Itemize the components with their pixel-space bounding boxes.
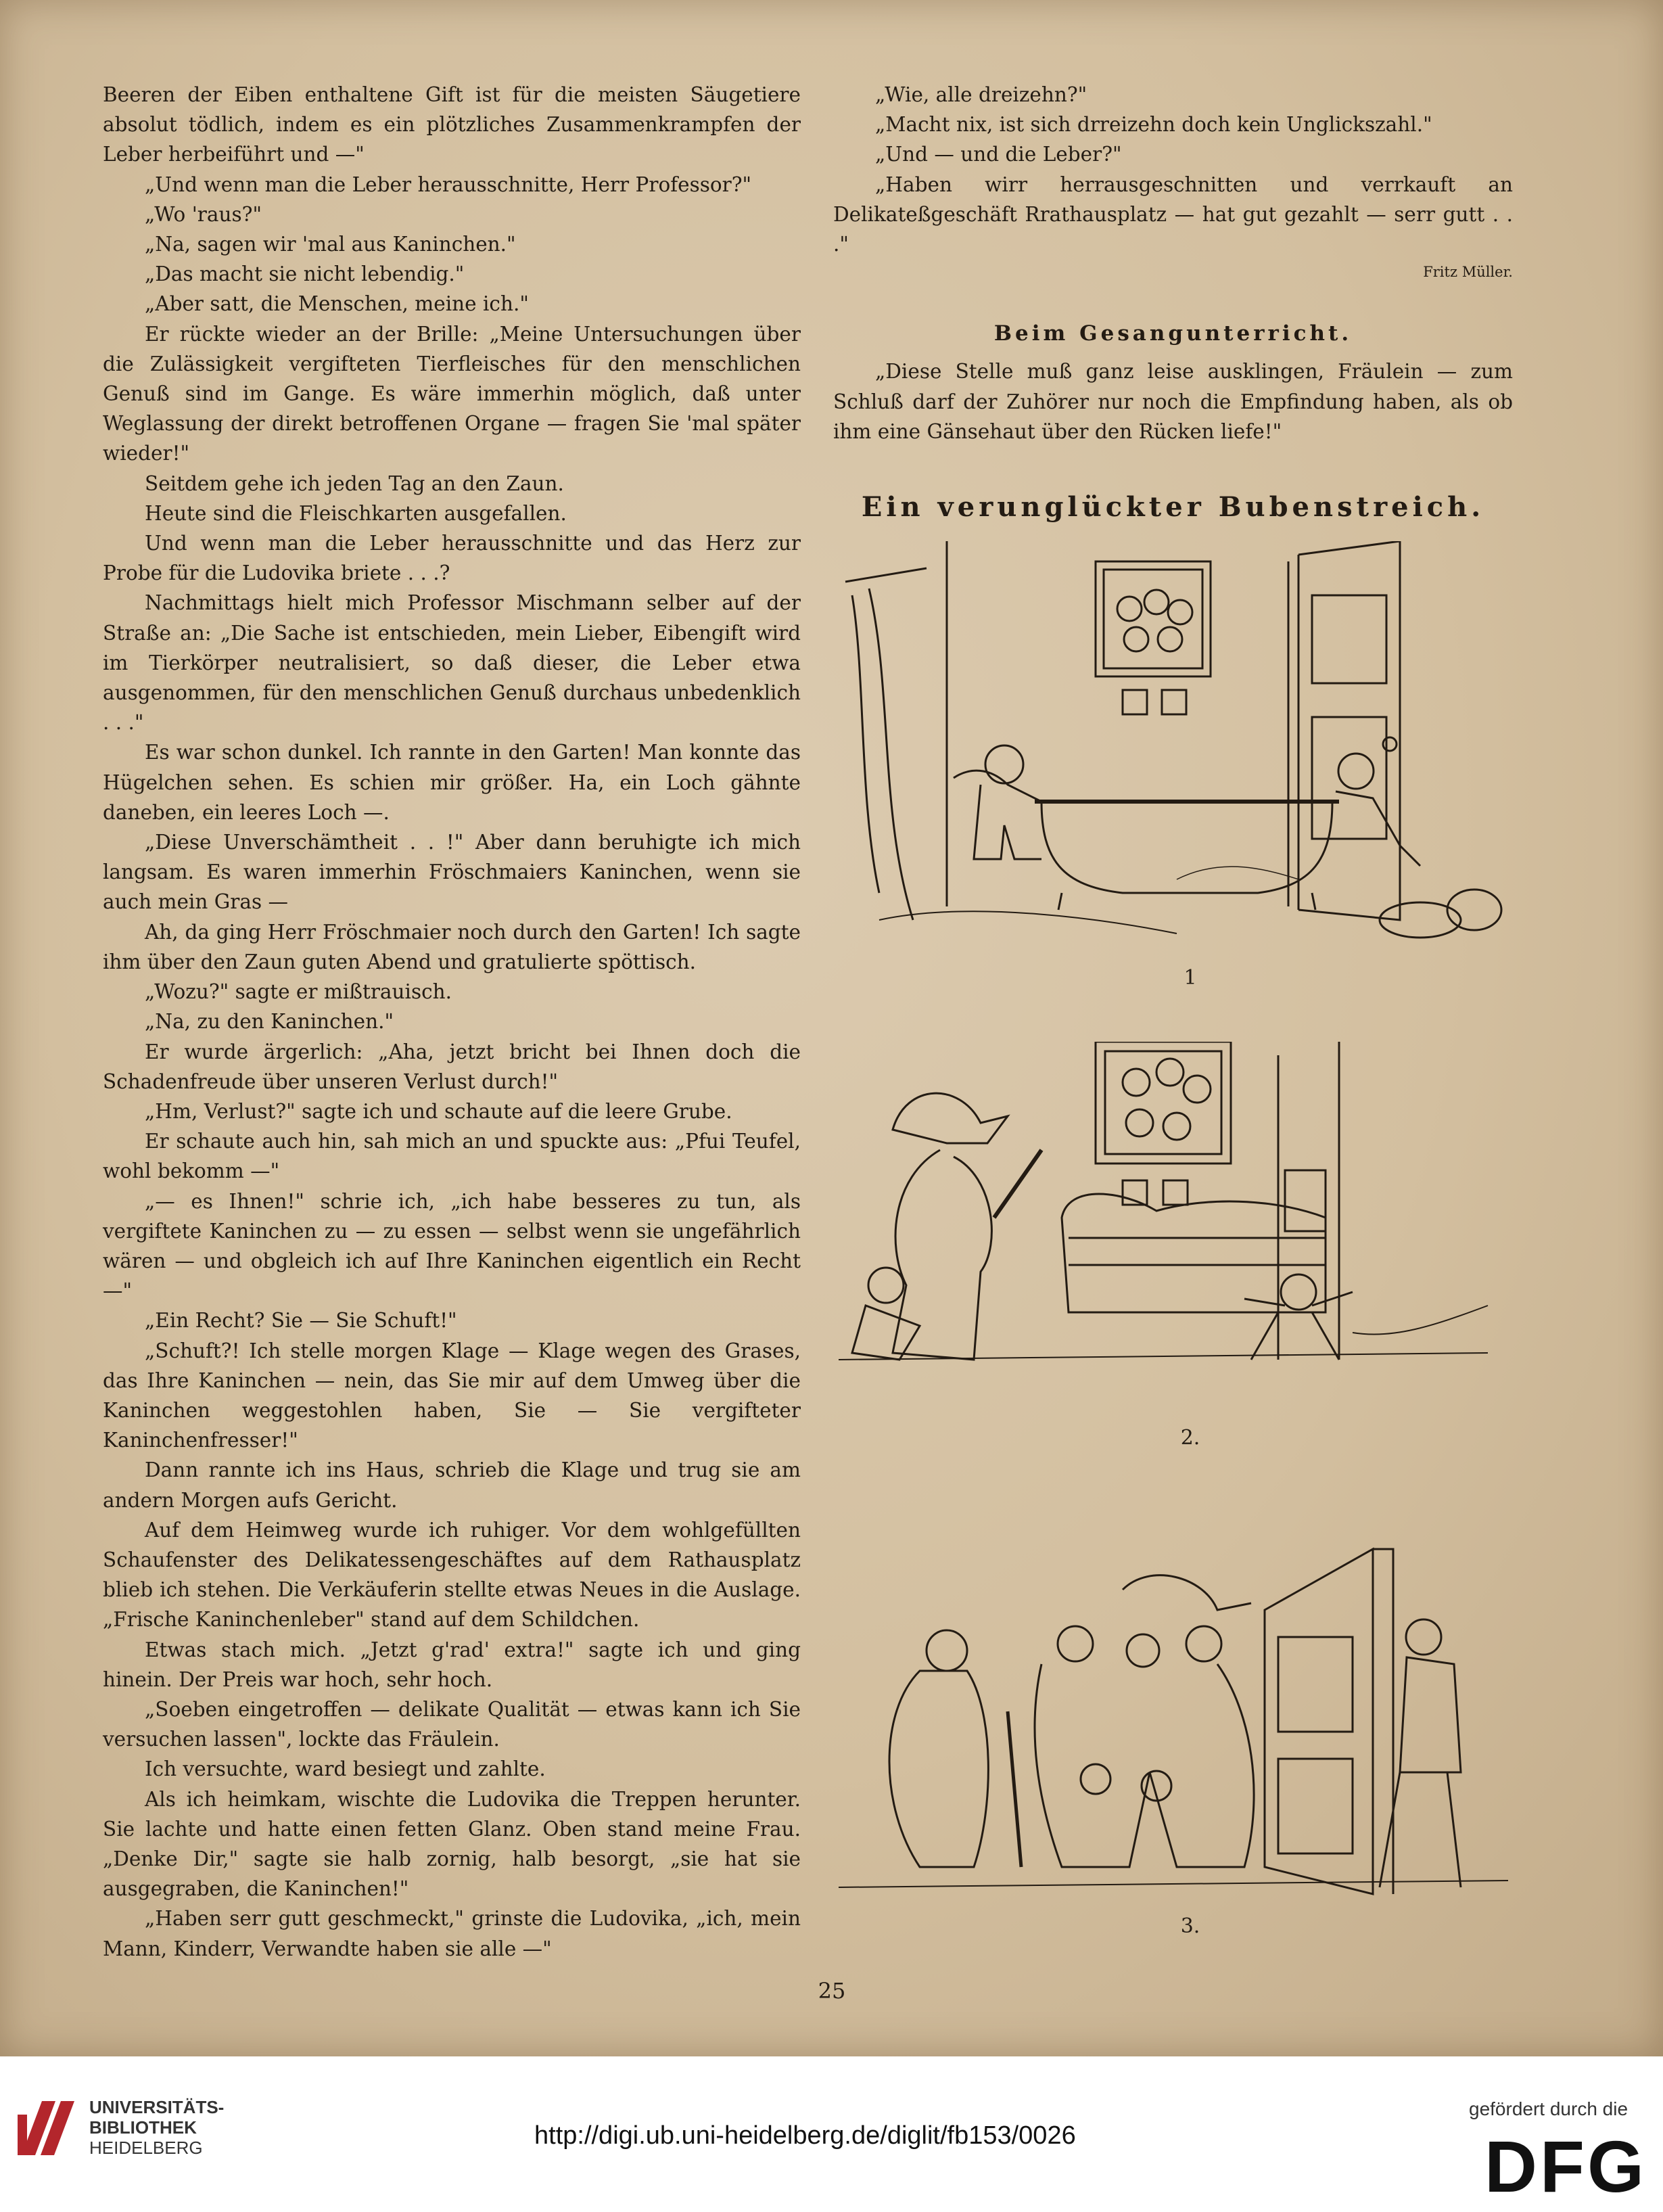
- story-paragraph: Ich versuchte, ward besiegt und zahlte.: [145, 1757, 546, 1781]
- library-line-2: BIBLIOTHEK: [89, 2117, 197, 2138]
- story-paragraph: „Hm, Verlust?" sagte ich und schaute auf die leere Grube.: [145, 1099, 732, 1123]
- story-paragraph: Nachmittags hielt mich Professor Mischmann selber auf der Straße an: „Die Sache ist entschieden, mein Lieber, Eibengift wird im Tierkörper neutralisiert, so daß dieser, die Leber etwa ausgenommen, für den menschlichen Genuß durchaus unbedenklich . . .": [103, 591, 801, 735]
- story-paragraph: Auf dem Heimweg wurde ich ruhiger. Vor dem wohlgefüllten Schaufenster des Delikatessengeschäftes auf dem Rathausplatz blieb ich stehen. Die Verkäuferin stellte etwas Neues in die Auslage. „Frische Kaninchenleber" stand auf dem Schildchen.: [103, 1518, 801, 1632]
- comic-panel-2: [839, 1042, 1508, 1421]
- section-text: „Diese Stelle muß ganz leise ausklingen, Fräulein — zum Schluß darf der Zuhörer nur noch die Empfindung haben, als ob ihm eine Gänsehaut über den Rücken liefe!": [833, 360, 1513, 443]
- story-paragraph: Er rückte wieder an der Brille: „Meine Untersuchungen über die Zulässigkeit vergifteten Tierfleisches für den menschlichen Genuß sind im Gange. Es wäre immerhin möglich, daß unter Weglassung der direkt betroffenen Organe — fragen Sie 'mal später wieder!": [103, 322, 801, 465]
- section-heading: Beim Gesangunterricht.: [993, 321, 1353, 346]
- library-line-3: HEIDELBERG: [89, 2138, 203, 2158]
- author-signature: Fritz Müller.: [1423, 264, 1513, 281]
- comic-panel-3: [839, 1488, 1508, 1901]
- story-paragraph: „— es Ihnen!" schrie ich, „ich habe besseres zu tun, als vergiftete Kaninchen zu — zu essen — selbst wenn sie ungefährlich wären — und obgleich ich auf Ihre Kaninchen eigentlich ein Recht —": [103, 1189, 801, 1303]
- story-paragraph: Ah, da ging Herr Fröschmaier noch durch den Garten! Ich sagte ihm über den Zaun guten Abend und gratulierte spöttisch.: [103, 920, 801, 973]
- story-paragraph: Dann rannte ich ins Haus, schrieb die Klage und trug sie am andern Morgen aufs Gericht.: [103, 1458, 801, 1512]
- story-paragraph: „Soeben eingetroffen — delikate Qualität — etwas kann ich Sie versuchen lassen", lockte das Fräulein.: [103, 1697, 801, 1751]
- story-paragraph: „Wie, alle dreizehn?": [875, 83, 1087, 106]
- story-paragraph: Er wurde ärgerlich: „Aha, jetzt bricht bei Ihnen doch die Schadenfreude über unseren Verlust durch!": [103, 1040, 801, 1093]
- story-paragraph: Und wenn man die Leber herausschnitte und das Herz zur Probe für die Ludovika briete . . .?: [103, 532, 801, 585]
- story-ending: [833, 80, 1513, 259]
- university-library-logo-icon: [15, 2094, 80, 2163]
- story-paragraph: Als ich heimkam, wischte die Ludovika die Treppen herunter. Sie lachte und hatte einen fetten Glanz. Oben stand meine Frau. „Denke Dir," sagte sie halb zornig, halb besorgt, „sie hat sie ausgegraben, die Kaninchen!": [103, 1787, 801, 1901]
- funded-by-label: gefördert durch die: [1469, 2098, 1629, 2119]
- right-text-column: [833, 80, 1513, 522]
- story-paragraph: „Haben serr gutt geschmeckt," grinste die Ludovika, „ich, mein Mann, Kinderr, Verwandte haben sie alle —": [103, 1907, 801, 1960]
- story-paragraph: „Macht nix, ist sich drreizehn doch kein Unglickszahl.": [875, 113, 1432, 137]
- figure-1-label: 1: [1184, 966, 1197, 990]
- figure-3-label: 3.: [1180, 1914, 1200, 1938]
- story-paragraph: „Wo 'raus?": [145, 202, 262, 226]
- story-paragraph: „Na, zu den Kaninchen.": [145, 1010, 394, 1034]
- story-paragraph: „Und wenn man die Leber herausschnitte, Herr Professor?": [145, 172, 752, 196]
- library-line-1: UNIVERSITÄTS-: [89, 2097, 225, 2117]
- story-paragraph: „Schuft?! Ich stelle morgen Klage — Klage wegen des Grases, das Ihre Kaninchen — nein, das Sie mir auf dem Umweg über die Kaninchen weggestohlen haben, Sie — Sie vergifteter Kaninchenfresser!": [103, 1339, 801, 1452]
- story-paragraph: „Das macht sie nicht lebendig.": [145, 262, 465, 286]
- story-paragraph: „Aber satt, die Menschen, meine ich.": [145, 292, 529, 316]
- story-paragraph: Etwas stach mich. „Jetzt g'rad' extra!" sagte ich und ging hinein. Der Preis war hoch, sehr hoch.: [103, 1638, 801, 1691]
- comic-panel-1: [839, 541, 1508, 947]
- story-paragraph: Er schaute auch hin, sah mich an und spuckte aus: „Pfui Teufel, wohl bekomm —": [103, 1130, 801, 1183]
- story-paragraph: „Wozu?" sagte er mißtrauisch.: [145, 980, 452, 1004]
- dfg-logo: DFG: [1484, 2125, 1647, 2207]
- left-text-column: [103, 80, 801, 1964]
- page-number: 25: [818, 1978, 846, 2004]
- source-url-link[interactable]: http://digi.ub.uni-heidelberg.de/diglit/fb153/0026: [534, 2121, 1076, 2150]
- story-paragraph: „Na, sagen wir 'mal aus Kaninchen.": [145, 233, 516, 256]
- comic-title: Ein verunglückter Bubenstreich.: [861, 491, 1485, 524]
- story-paragraph: Seitdem gehe ich jeden Tag an den Zaun.: [145, 471, 564, 495]
- story-paragraph: Es war schon dunkel. Ich rannte in den Garten! Man konnte das Hügelchen sehen. Es schien mir größer. Ha, ein Loch gähnte daneben, ein leeres Loch —.: [103, 741, 801, 824]
- library-name: [89, 2097, 224, 2158]
- story-paragraph: Beeren der Eiben enthaltene Gift ist für die meisten Säugetiere absolut tödlich, indem es ein plötzliches Zusammenkrampfen der Leber herbeiführt und —": [103, 83, 801, 166]
- story-paragraph: „Ein Recht? Sie — Sie Schuft!": [145, 1309, 457, 1333]
- story-paragraph: „Und — und die Leber?": [875, 143, 1122, 166]
- story-paragraph: „Haben wirr herrausgeschnitten und verrkauft an Delikateßgeschäft Rrathausplatz — hat gut gezahlt — serr gutt . . .": [833, 172, 1513, 256]
- story-paragraph: „Diese Unverschämtheit . . !" Aber dann beruhigte ich mich langsam. Es waren immerhin Fröschmaiers Kaninchen, wenn sie auch mein Gras —: [103, 831, 801, 914]
- figure-2-label: 2.: [1180, 1426, 1200, 1450]
- story-paragraph: Heute sind die Fleischkarten ausgefallen.: [145, 501, 567, 525]
